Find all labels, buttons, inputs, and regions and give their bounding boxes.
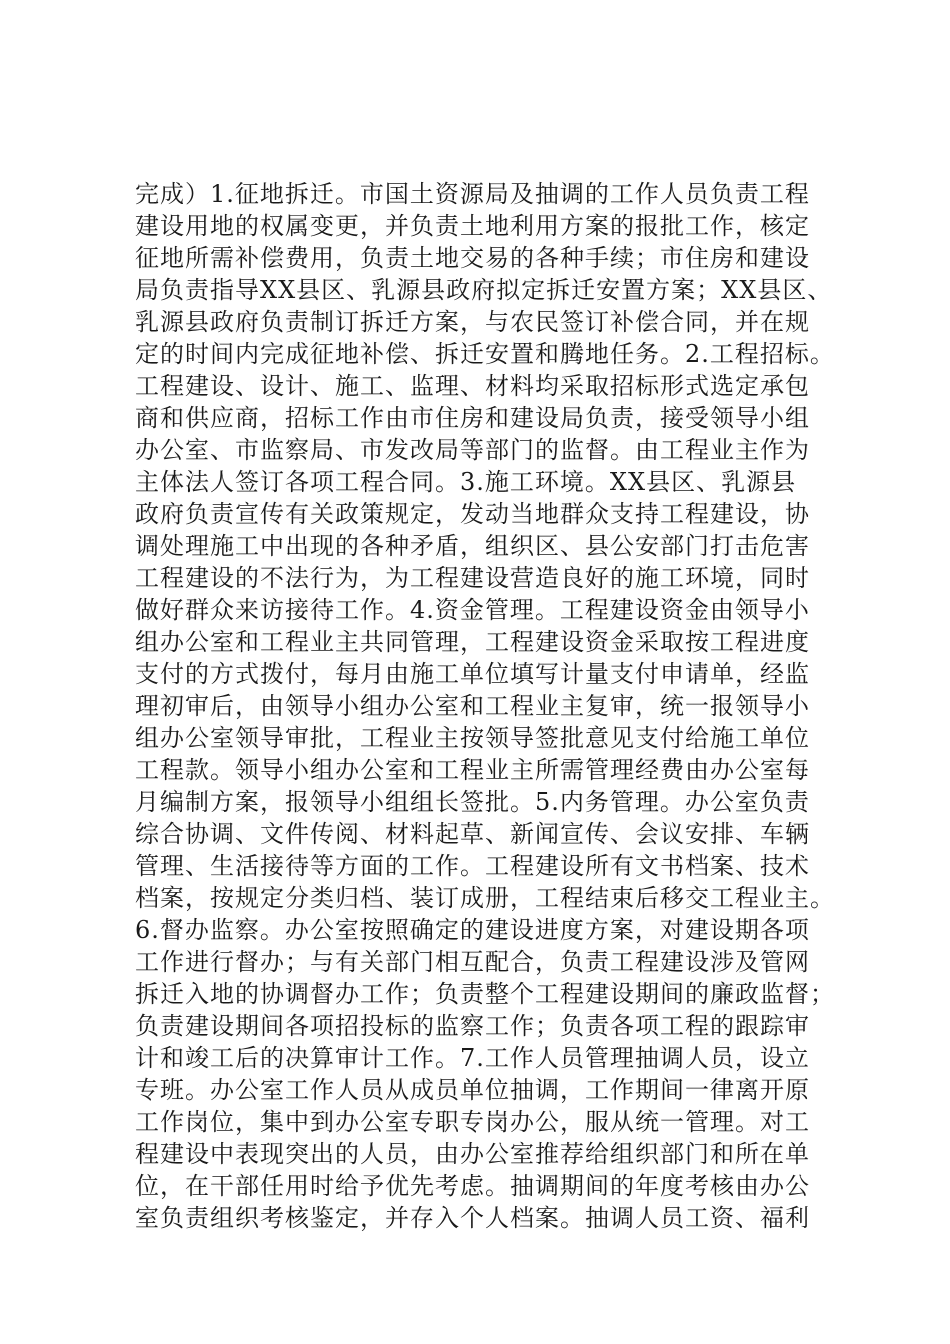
text-line: 工作进行督办；与有关部门相互配合，负责工程建设涉及管网: [135, 948, 810, 976]
text-line: 工作岗位，集中到办公室专职专岗办公，服从统一管理。对工: [135, 1108, 810, 1136]
text-line: 室负责组织考核鉴定，并存入个人档案。抽调人员工资、福利: [135, 1204, 810, 1232]
text-line: 档案，按规定分类归档、装订成册，工程结束后移交工程业主。: [135, 884, 835, 912]
text-line: 管理、生活接待等方面的工作。工程建设所有文书档案、技术: [135, 852, 810, 880]
document-body: [135, 178, 840, 1234]
text-line: 做好群众来访接待工作。4.资金管理。工程建设资金由领导小: [135, 596, 810, 624]
text-line: 主体法人签订各项工程合同。3.施工环境。XX县区、乳源县: [135, 468, 797, 496]
text-line: 组办公室领导审批，工程业主按领导签批意见支付给施工单位: [135, 724, 810, 752]
text-line: 商和供应商，招标工作由市住房和建设局负责，接受领导小组: [135, 404, 810, 432]
text-line: 专班。办公室工作人员从成员单位抽调，工作期间一律离开原: [135, 1076, 810, 1104]
text-line: 完成）1.征地拆迁。市国土资源局及抽调的工作人员负责工程: [135, 180, 810, 208]
text-line: 拆迁入地的协调督办工作；负责整个工程建设期间的廉政监督；: [135, 980, 835, 1008]
text-line: 程建设中表现突出的人员，由办公室推荐给组织部门和所在单: [135, 1140, 810, 1168]
text-line: 综合协调、文件传阅、材料起草、新闻宣传、会议安排、车辆: [135, 820, 810, 848]
text-line: 征地所需补偿费用，负责土地交易的各种手续；市住房和建设: [135, 244, 810, 272]
text-line: 局负责指导XX县区、乳源县政府拟定拆迁安置方案；XX县区、: [135, 276, 833, 304]
text-line: 乳源县政府负责制订拆迁方案，与农民签订补偿合同，并在规: [135, 308, 810, 336]
text-line: 组办公室和工程业主共同管理，工程建设资金采取按工程进度: [135, 628, 810, 656]
text-line: 负责建设期间各项招投标的监察工作；负责各项工程的跟踪审: [135, 1012, 810, 1040]
text-line: 计和竣工后的决算审计工作。7.工作人员管理抽调人员，设立: [135, 1044, 810, 1072]
text-line: 定的时间内完成征地补偿、拆迁安置和腾地任务。2.工程招标。: [135, 340, 835, 368]
text-line: 建设用地的权属变更，并负责土地利用方案的报批工作，核定: [135, 212, 810, 240]
text-line: 理初审后，由领导小组办公室和工程业主复审，统一报领导小: [135, 692, 810, 720]
text-line: 位，在干部任用时给予优先考虑。抽调期间的年度考核由办公: [135, 1172, 810, 1200]
text-line: 月编制方案，报领导小组组长签批。5.内务管理。办公室负责: [135, 788, 810, 816]
text-line: 工程款。领导小组办公室和工程业主所需管理经费由办公室每: [135, 756, 810, 784]
text-line: 政府负责宣传有关政策规定，发动当地群众支持工程建设，协: [135, 500, 810, 528]
text-line: 6.督办监察。办公室按照确定的建设进度方案，对建设期各项: [135, 916, 810, 944]
text-line: 工程建设、设计、施工、监理、材料均采取招标形式选定承包: [135, 372, 810, 400]
text-line: 工程建设的不法行为，为工程建设营造良好的施工环境，同时: [135, 564, 810, 592]
text-line: 调处理施工中出现的各种矛盾，组织区、县公安部门打击危害: [135, 532, 810, 560]
text-line: 支付的方式拨付，每月由施工单位填写计量支付申请单，经监: [135, 660, 810, 688]
text-line: 办公室、市监察局、市发改局等部门的监督。由工程业主作为: [135, 436, 810, 464]
